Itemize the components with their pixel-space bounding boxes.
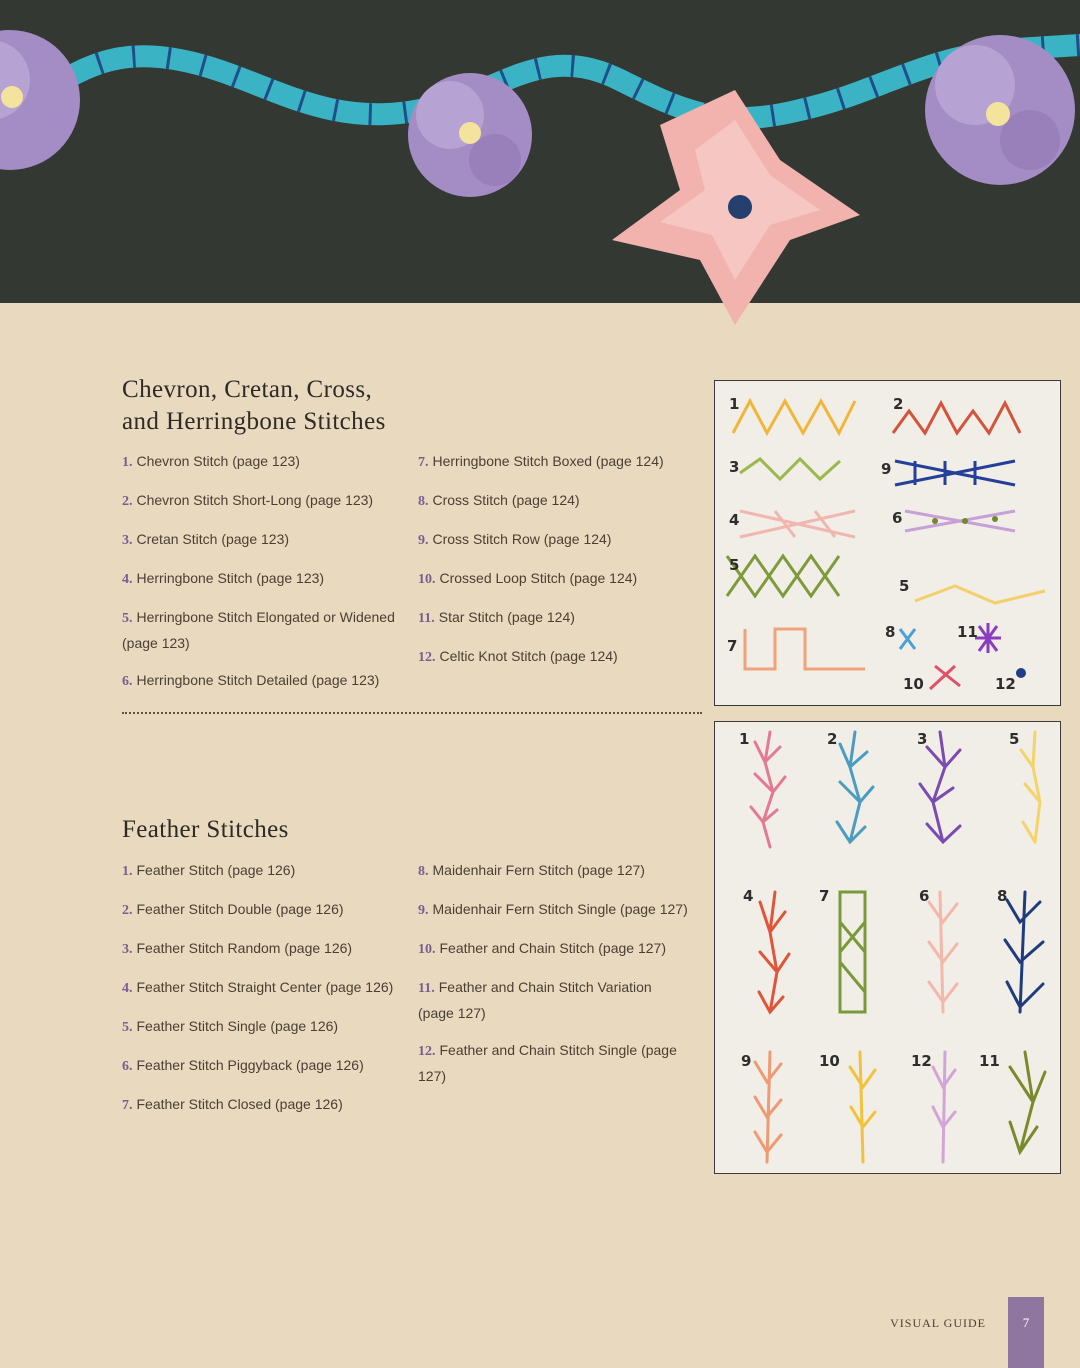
photo-label: 1: [729, 395, 740, 413]
stitch-samples-illustration-1: [715, 381, 1060, 705]
list-item: [122, 605, 407, 655]
section-divider: [122, 712, 702, 714]
photo-label: 6: [892, 509, 903, 527]
photo-label: 12: [995, 675, 1016, 693]
list-item: [122, 897, 407, 923]
photo-label: 2: [827, 730, 838, 748]
item-number: 6.: [122, 1059, 133, 1074]
photo-label: 8: [885, 623, 896, 641]
item-text: Herringbone Stitch Detailed (page 123): [136, 672, 380, 688]
list-item: [418, 1038, 688, 1088]
item-number: 12.: [418, 650, 436, 665]
item-text: Chevron Stitch (page 123): [136, 453, 300, 469]
stitch-list-section1-col2: [418, 449, 688, 683]
photo-label: 1: [739, 730, 750, 748]
section-title-line2: and Herringbone Stitches: [122, 408, 386, 435]
item-number: 4.: [122, 572, 133, 587]
item-text: Feather Stitch Straight Center (page 126): [136, 979, 394, 995]
photo-label: 7: [727, 637, 738, 655]
item-number: 8.: [418, 864, 429, 879]
item-text: Herringbone Stitch (page 123): [136, 570, 325, 586]
item-number: 9.: [418, 533, 429, 548]
item-text: Feather Stitch Closed (page 126): [136, 1096, 343, 1112]
list-item: [122, 858, 407, 884]
photo-label: 10: [819, 1052, 840, 1070]
feather-stitch-samples-illustration: [715, 722, 1060, 1173]
purple-flower-middle: [408, 73, 532, 197]
photo-label: 11: [979, 1052, 1000, 1070]
list-item: [418, 488, 688, 514]
photo-label: 7: [819, 887, 830, 905]
photo-label: 12: [911, 1052, 932, 1070]
purple-flower-left: [0, 30, 80, 170]
item-number: 5.: [122, 611, 133, 626]
item-number: 3.: [122, 533, 133, 548]
list-item: [418, 449, 688, 475]
item-text: Cross Stitch (page 124): [432, 492, 580, 508]
item-text: Crossed Loop Stitch (page 124): [439, 570, 638, 586]
photo-label: 11: [957, 623, 978, 641]
section-title-line1: Chevron, Cretan, Cross,: [122, 376, 373, 403]
item-text: Cross Stitch Row (page 124): [432, 531, 612, 547]
item-text: Feather Stitch Piggyback (page 126): [136, 1057, 364, 1073]
stitch-samples-photo-1: [714, 380, 1061, 706]
item-text: Star Stitch (page 124): [438, 609, 575, 625]
ribbon-embroidery-banner: [0, 0, 1080, 303]
list-item: [122, 668, 407, 694]
item-number: 6.: [122, 674, 133, 689]
list-item: [122, 527, 407, 553]
section-title-chevron-cretan-cross-herringbone: [122, 374, 386, 438]
photo-label: 5: [899, 577, 910, 595]
list-item: [122, 1092, 407, 1118]
list-item: [418, 897, 688, 923]
item-number: 1.: [122, 455, 133, 470]
list-item: [122, 449, 407, 475]
item-text: Chevron Stitch Short-Long (page 123): [136, 492, 374, 508]
item-text: Feather and Chain Stitch (page 127): [439, 940, 666, 956]
list-item: [418, 858, 688, 884]
list-item: [418, 605, 688, 631]
list-item: [418, 975, 688, 1025]
photo-label: 5: [729, 556, 740, 574]
photo-label: 5: [1009, 730, 1020, 748]
list-item: [418, 566, 688, 592]
item-number: 7.: [122, 1098, 133, 1113]
item-text: Herringbone Stitch Boxed (page 124): [432, 453, 664, 469]
item-text: Feather Stitch Double (page 126): [136, 901, 344, 917]
list-item: [122, 1014, 407, 1040]
item-text: Feather Stitch Random (page 126): [136, 940, 353, 956]
footer-section-label: VISUAL GUIDE: [890, 1316, 986, 1330]
photo-label: 8: [997, 887, 1008, 905]
item-text: Celtic Knot Stitch (page 124): [439, 648, 618, 664]
ribbon-flowers-illustration: [0, 0, 1080, 340]
item-number: 7.: [418, 455, 429, 470]
item-number: 12.: [418, 1044, 436, 1059]
photo-label: 9: [881, 460, 892, 478]
photo-label: 3: [729, 458, 740, 476]
section-title-feather-stitches: Feather Stitches: [122, 816, 289, 843]
item-number: 10.: [418, 942, 436, 957]
purple-flower-right: [925, 35, 1075, 185]
item-text: Herringbone Stitch Elongated or Widened (page 123): [122, 609, 395, 651]
list-item: [418, 527, 688, 553]
item-text: Feather Stitch (page 126): [136, 862, 296, 878]
item-number: 4.: [122, 981, 133, 996]
list-item: [122, 488, 407, 514]
list-item: [122, 975, 407, 1001]
item-text: Maidenhair Fern Stitch Single (page 127): [432, 901, 688, 917]
stitch-samples-photo-2: [714, 721, 1061, 1174]
item-number: 3.: [122, 942, 133, 957]
photo-label: 4: [729, 511, 740, 529]
item-number: 9.: [418, 903, 429, 918]
item-number: 11.: [418, 981, 435, 996]
stitch-list-section2-col2: [418, 858, 688, 1101]
item-number: 1.: [122, 864, 133, 879]
item-text: Cretan Stitch (page 123): [136, 531, 290, 547]
stitch-list-section2-col1: [122, 858, 407, 1131]
list-item: [122, 1053, 407, 1079]
photo-label: 10: [903, 675, 924, 693]
photo-label: 4: [743, 887, 754, 905]
list-item: [418, 936, 688, 962]
photo-label: 2: [893, 395, 904, 413]
item-number: 11.: [418, 611, 435, 626]
item-text: Feather and Chain Stitch Single (page 127): [418, 1042, 677, 1084]
item-number: 5.: [122, 1020, 133, 1035]
list-item: [418, 644, 688, 670]
pink-star-flower: [612, 90, 860, 325]
item-number: 2.: [122, 903, 133, 918]
stitch-list-section1-col1: [122, 449, 407, 707]
item-text: Feather Stitch Single (page 126): [136, 1018, 339, 1034]
photo-label: 6: [919, 887, 930, 905]
list-item: [122, 566, 407, 592]
item-text: Maidenhair Fern Stitch (page 127): [432, 862, 645, 878]
photo-label: 9: [741, 1052, 752, 1070]
page-number-tab: 7: [1008, 1297, 1044, 1368]
item-text: Feather and Chain Stitch Variation (page 127): [418, 979, 652, 1021]
item-number: 10.: [418, 572, 436, 587]
list-item: [122, 936, 407, 962]
photo-label: 3: [917, 730, 928, 748]
item-number: 8.: [418, 494, 429, 509]
item-number: 2.: [122, 494, 133, 509]
